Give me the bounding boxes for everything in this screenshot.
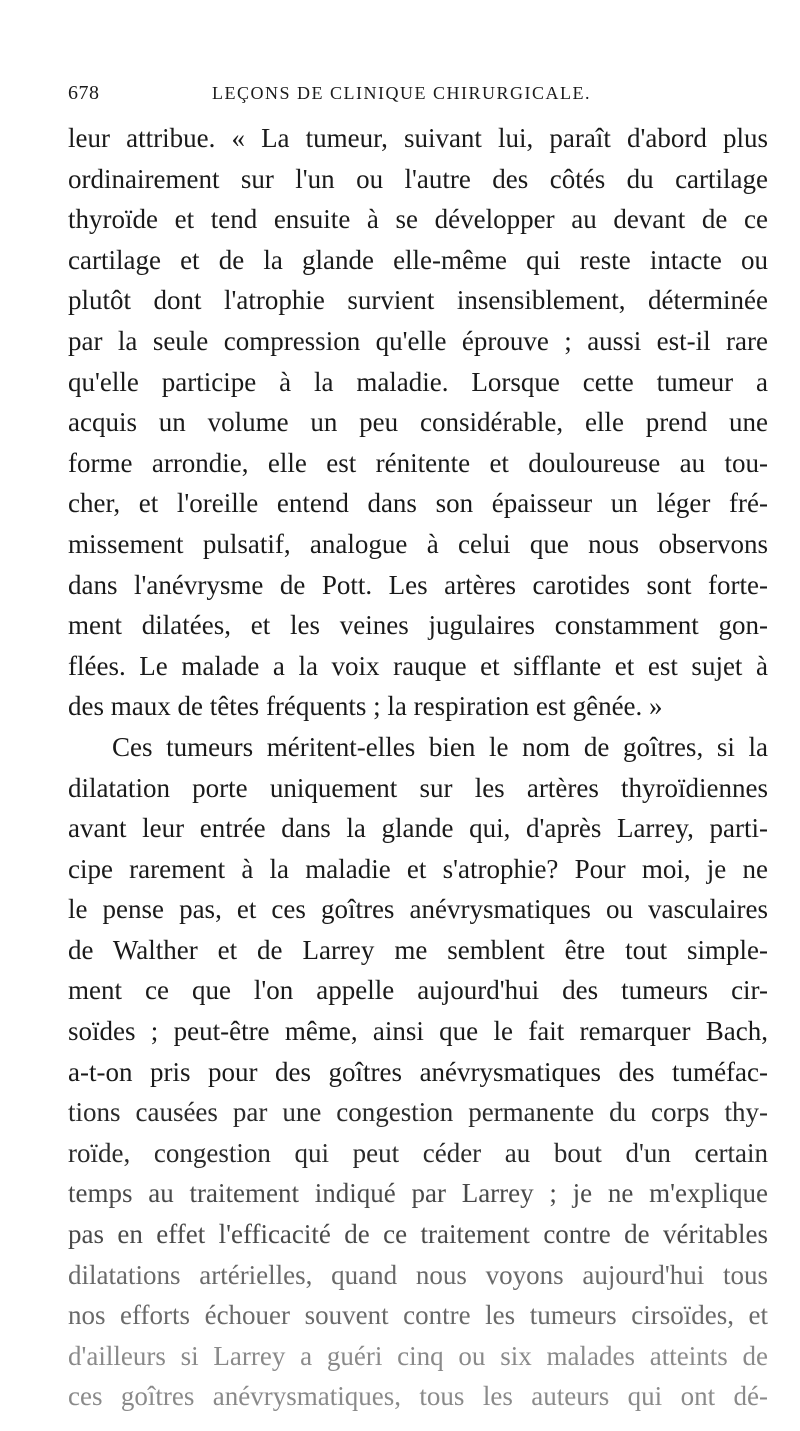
text-line: ment ce que l'on appelle aujourd'hui des tumeurs cir- [68, 975, 768, 1006]
text-line: le pense pas, et ces goîtres anévrysmatiques ou vasculaires [68, 894, 768, 925]
text-line: dilatations artérielles, quand nous voyons aujourd'hui tous [68, 1259, 768, 1290]
text-line: leur attribue. « La tumeur, suivant lui, paraît d'abord plus [68, 123, 768, 153]
text-line: par la seule compression qu'elle éprouve ; aussi est-il rare [68, 325, 768, 356]
text-line: dilatation porte uniquement sur les artères thyroïdiennes [68, 772, 768, 803]
text-line: ordinairement sur l'un ou l'autre des côtés du cartilage [68, 163, 768, 194]
text-line: plutôt dont l'atrophie survient insensiblement, déterminée [68, 285, 768, 316]
text-line: forme arrondie, elle est rénitente et douloureuse au tou- [68, 447, 768, 478]
book-title: LEÇONS DE CLINIQUE CHIRURGICALE. [212, 83, 591, 103]
text-line: acquis un volume un peu considérable, elle prend une [68, 407, 768, 438]
text-line: de Walther et de Larrey me semblent être tout simple- [68, 934, 768, 965]
text-line: thyroïde et tend ensuite à se développer au devant de ce [68, 204, 768, 235]
text-line: Ces tumeurs méritent-elles bien le nom de goîtres, si la [112, 731, 768, 762]
text-line: a-t-on pris pour des goîtres anévrysmatiques des tuméfac- [68, 1056, 768, 1087]
text-line: soïdes ; peut-être même, ainsi que le fait remarquer Bach, [68, 1016, 768, 1047]
text-line: nos efforts échouer souvent contre les tumeurs cirsoïdes, et [68, 1300, 768, 1331]
text-line: roïde, congestion qui peut céder au bout d'un certain [68, 1137, 768, 1168]
text-line: cher, et l'oreille entend dans son épaisseur un léger fré- [68, 488, 768, 519]
text-line: avant leur entrée dans la glande qui, d'après Larrey, parti- [68, 813, 768, 844]
text-line: missement pulsatif, analogue à celui que nous observons [68, 528, 768, 559]
text-line: temps au traitement indiqué par Larrey ; je ne m'explique [68, 1178, 768, 1209]
text-line: cartilage et de la glande elle-même qui reste intacte ou [68, 244, 768, 275]
text-line: ces goîtres anévrysmatiques, tous les auteurs qui ont dé- [68, 1381, 768, 1412]
text-line: flées. Le malade a la voix rauque et sifflante et est sujet à [68, 650, 768, 681]
text-line: pas en effet l'efficacité de ce traitement contre de véritables [68, 1219, 768, 1250]
text-line: dans l'anévrysme de Pott. Les artères carotides sont forte- [68, 569, 768, 600]
body-text [68, 118, 768, 1417]
text-line: des maux de têtes fréquents ; la respiration est gênée. » [68, 691, 663, 722]
text-line: qu'elle participe à la maladie. Lorsque cette tumeur a [68, 366, 768, 397]
text-line: d'ailleurs si Larrey a guéri cinq ou six malades atteints de [68, 1340, 768, 1371]
text-line: ment dilatées, et les veines jugulaires constamment gon- [68, 610, 768, 641]
text-line: tions causées par une congestion permanente du corps thy- [68, 1097, 768, 1128]
page-number: 678 [68, 82, 100, 104]
text-line: cipe rarement à la maladie et s'atrophie? Pour moi, je ne [68, 853, 768, 884]
running-head [68, 80, 608, 106]
